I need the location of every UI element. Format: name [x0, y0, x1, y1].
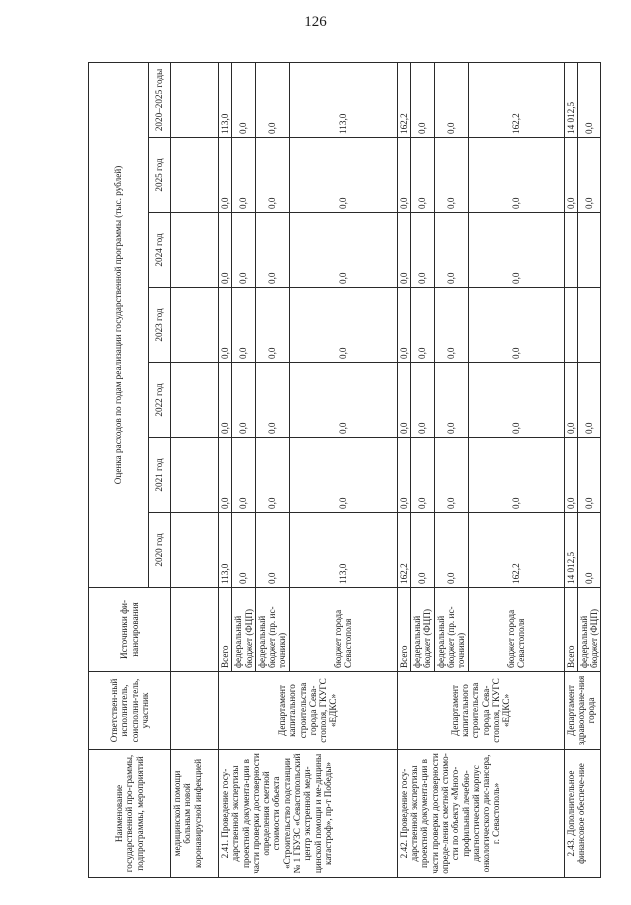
value-cell: 0,0 — [411, 513, 435, 588]
value-cell: 0,0 — [232, 513, 256, 588]
value-cell: 113,0 — [289, 62, 397, 137]
value-cell: 0,0 — [468, 438, 564, 513]
value-cell: 0,0 — [577, 513, 601, 588]
value-cell: 162,2 — [397, 62, 410, 137]
value-cell — [564, 213, 577, 288]
value-cell: 0,0 — [232, 62, 256, 137]
source: Всего — [219, 588, 232, 672]
value-cell: 0,0 — [255, 438, 289, 513]
value-cell: 0,0 — [411, 213, 435, 288]
source: бюджет города Севастополя — [289, 588, 397, 672]
value-cell: 0,0 — [564, 363, 577, 438]
value-cell: 0,0 — [289, 288, 397, 363]
page-number: 126 — [304, 14, 327, 30]
value-cell: 0,0 — [397, 363, 410, 438]
value-cell: 0,0 — [255, 62, 289, 137]
value-cell: 0,0 — [468, 138, 564, 213]
value-cell: 0,0 — [397, 438, 410, 513]
value-cell: 0,0 — [397, 213, 410, 288]
value-cell: 0,0 — [255, 288, 289, 363]
header-year: 2020 год — [149, 513, 171, 588]
header-year: 2023 год — [149, 288, 171, 363]
value-cell: 0,0 — [397, 288, 410, 363]
value-cell — [577, 213, 601, 288]
value-cell: 14 012,5 — [564, 62, 577, 137]
value-cell: 0,0 — [434, 288, 468, 363]
expenditure-table — [88, 62, 601, 878]
continuation-text: медицинской помощи больным новой коронавирусной инфекцией — [171, 750, 219, 878]
header-year: 2020–2025 годы — [149, 62, 171, 137]
executor: Департамент капитального строительства города Сева-стополя, ГКУГС «ЕДКС» — [397, 672, 564, 750]
header-name: Наименование государственной про-граммы, подпрограммы, мероприятий — [89, 750, 171, 878]
value-cell: 0,0 — [434, 513, 468, 588]
value-cell: 0,0 — [255, 513, 289, 588]
value-cell: 0,0 — [564, 438, 577, 513]
program-name: 2.43. Дополнительное финансовое обеспече-ние — [564, 750, 601, 878]
table-row — [564, 62, 577, 877]
value-cell: 0,0 — [219, 288, 232, 363]
source: федеральный бюджет (ФЦП) — [577, 588, 601, 672]
value-cell: 0,0 — [577, 62, 601, 137]
value-cell: 0,0 — [232, 213, 256, 288]
value-cell: 0,0 — [434, 363, 468, 438]
value-cell: 14 012,5 — [564, 513, 577, 588]
header-year: 2024 год — [149, 213, 171, 288]
value-cell: 0,0 — [468, 213, 564, 288]
value-cell: 0,0 — [219, 213, 232, 288]
header-year: 2021 год — [149, 438, 171, 513]
value-cell: 0,0 — [468, 288, 564, 363]
source: федеральный бюджет (ФЦП) — [232, 588, 256, 672]
header-executor: Ответствен-ный исполнитель, соисполни-тель, участник — [89, 672, 171, 750]
value-cell: 0,0 — [289, 363, 397, 438]
value-cell: 0,0 — [411, 438, 435, 513]
rotated-table-container — [88, 63, 600, 878]
value-cell: 0,0 — [289, 213, 397, 288]
value-cell: 0,0 — [434, 213, 468, 288]
value-cell: 0,0 — [577, 138, 601, 213]
source: Всего — [397, 588, 410, 672]
value-cell: 0,0 — [219, 438, 232, 513]
header-estimate-group: Оценка расходов по годам реализации государственной программы (тыс. рублей) — [89, 62, 149, 587]
header-year: 2022 год — [149, 363, 171, 438]
table-row — [171, 62, 219, 877]
value-cell: 0,0 — [232, 138, 256, 213]
value-cell: 0,0 — [411, 62, 435, 137]
source: Всего — [564, 588, 577, 672]
value-cell: 0,0 — [219, 363, 232, 438]
value-cell: 0,0 — [434, 62, 468, 137]
executor: Департамент капитального строительства города Сева-стополя, ГКУГС «ЕДКС» — [219, 672, 398, 750]
program-name: 2.41. Проведение госу-дарственной экспертизы проектной документа-ции в части проверки достоверности определения сметной стоимости объекта «Строительство подстанции № 1 ГБУЗС «Севастопольский центр экстренной меди-цинской помощи и ме-дицины катастроф», пр-т Победы» — [219, 750, 398, 878]
value-cell: 0,0 — [411, 288, 435, 363]
value-cell: 0,0 — [577, 363, 601, 438]
value-cell: 0,0 — [219, 138, 232, 213]
source: федеральный бюджет (пр. ис-точники) — [434, 588, 468, 672]
header-source: Источники фи-нансирования — [89, 588, 171, 672]
value-cell: 0,0 — [564, 138, 577, 213]
value-cell — [577, 288, 601, 363]
value-cell: 0,0 — [232, 438, 256, 513]
value-cell: 113,0 — [219, 62, 232, 137]
value-cell: 0,0 — [255, 138, 289, 213]
value-cell: 162,2 — [468, 513, 564, 588]
value-cell: 0,0 — [411, 138, 435, 213]
table-row — [219, 62, 232, 877]
value-cell: 0,0 — [232, 288, 256, 363]
value-cell: 0,0 — [289, 438, 397, 513]
value-cell: 162,2 — [468, 62, 564, 137]
program-name: 2.42. Проведение госу-дарственной экспертизы проектной документа-ции в части проверки достоверности опреде-ления сметной стоимо-сти по объекту «Много-профильный лечебно-диагностический корпус онкологического дис-пансера, г. Севастополь» — [397, 750, 564, 878]
value-cell: 0,0 — [289, 138, 397, 213]
header-year: 2025 год — [149, 138, 171, 213]
source: федеральный бюджет (ФЦП) — [411, 588, 435, 672]
value-cell: 162,2 — [397, 513, 410, 588]
value-cell: 0,0 — [255, 213, 289, 288]
executor: Департамент здравоохране-ния города — [564, 672, 601, 750]
value-cell: 0,0 — [577, 438, 601, 513]
value-cell: 0,0 — [232, 363, 256, 438]
value-cell: 113,0 — [289, 513, 397, 588]
value-cell: 0,0 — [434, 138, 468, 213]
value-cell: 0,0 — [255, 363, 289, 438]
value-cell: 0,0 — [434, 438, 468, 513]
value-cell — [564, 288, 577, 363]
value-cell: 0,0 — [397, 138, 410, 213]
value-cell: 113,0 — [219, 513, 232, 588]
source: федеральный бюджет (пр. ис-точники) — [255, 588, 289, 672]
value-cell: 0,0 — [411, 363, 435, 438]
source: бюджет города Севастополя — [468, 588, 564, 672]
value-cell: 0,0 — [468, 363, 564, 438]
table-row — [397, 62, 410, 877]
